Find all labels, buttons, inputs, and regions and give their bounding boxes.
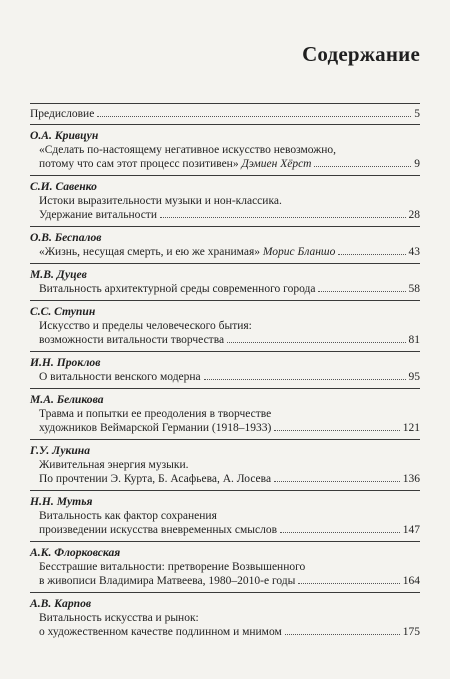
title-line: Живительная энергия музыки. [39,459,189,471]
toc-entry [30,300,420,351]
article-title [30,560,420,592]
page-number: 164 [402,575,420,587]
page-number: 9 [414,158,420,170]
dot-leader [314,166,411,167]
toc-entry [30,592,420,643]
page-number: 95 [408,371,420,383]
author-name: О.В. Беспалов [30,231,102,244]
author-name: М.А. Беликова [30,393,104,406]
dot-leader [338,254,405,255]
article-title [30,245,420,263]
article-title [30,611,420,643]
title-line: Истоки выразительности музыки и нон-классика. [39,195,282,207]
toc-entry [30,175,420,226]
title-line: произведении искусства вневременных смыслов [39,524,278,536]
toc-entry [30,124,420,175]
toc-entry [30,490,420,541]
quoted-author: Дэмиен Хёрст [241,158,312,170]
title-line: в живописи Владимира Матвеева, 1980–2010-е годы [39,575,296,587]
author-name: С.С. Ступин [30,305,96,318]
author-name: Г.У. Лукина [30,444,91,457]
page-number: 28 [408,209,420,221]
title-line: художников Веймарской Германии (1918–1933) [39,422,272,434]
title-line: О витальности венского модерна [39,371,201,383]
page-number: 81 [408,334,420,346]
title-line: Удержание витальности [39,209,157,221]
title-line: Витальность искусства и рынок: [39,612,199,624]
title-line: «Жизнь, несущая смерть, и ею же хранимая» [39,246,261,258]
table-of-contents [30,103,420,643]
page-number: 43 [408,246,420,258]
article-title [30,509,420,541]
toc-entry [30,439,420,490]
page-number: 175 [402,626,420,638]
dot-leader [227,342,405,343]
title-line: По прочтении Э. Курта, Б. Асафьева, А. Лосева [39,473,272,485]
dot-leader [204,379,406,380]
article-title [30,194,420,226]
dot-leader [160,217,406,218]
article-title [30,370,420,388]
toc-entry [30,226,420,263]
dot-leader [298,583,399,584]
title-line: о художественном качестве подлинном и мнимом [39,626,282,638]
dot-leader [318,291,405,292]
author-name: М.В. Дуцев [30,268,87,281]
contents-heading: Содержание [302,42,420,66]
dot-leader [285,634,400,635]
title-line: Травма и попытки ее преодоления в творчестве [39,408,272,420]
toc-entry [30,351,420,388]
title-line: Бесстрашие витальности: претворение Возвышенного [39,561,306,573]
title-line: потому что сам этот процесс позитивен» [39,158,239,170]
title-line: Искусство и пределы человеческого бытия: [39,320,252,332]
title-line: возможности витальности творчества [39,334,225,346]
page-number: 58 [408,283,420,295]
page-number: 121 [402,422,420,434]
author-name: С.И. Савенко [30,180,97,193]
preface-title: Предисловие [30,108,95,120]
article-title [30,319,420,351]
author-name: А.В. Карпов [30,597,92,610]
title-line: Витальность как фактор сохранения [39,510,217,522]
article-title [30,407,420,439]
dot-leader [97,116,411,117]
article-title [30,282,420,300]
toc-entry [30,263,420,300]
dot-leader [274,481,400,482]
author-name: И.Н. Проклов [30,356,101,369]
page-number: 136 [402,473,420,485]
quoted-author: Морис Бланшо [262,246,336,258]
toc-entry-preface [30,103,420,124]
toc-entry [30,541,420,592]
title-line: «Сделать по-настоящему негативное искусство невозможно, [39,144,336,156]
author-name: О.А. Кривцун [30,129,99,142]
article-title [30,458,420,490]
author-name: Н.Н. Мутья [30,495,93,508]
page-number: 5 [414,108,420,120]
dot-leader [280,532,400,533]
title-line: Витальность архитектурной среды современного города [39,283,316,295]
author-name: А.К. Флорковская [30,546,121,559]
page-number: 147 [402,524,420,536]
dot-leader [274,430,399,431]
article-title [30,143,420,175]
toc-entry [30,388,420,439]
